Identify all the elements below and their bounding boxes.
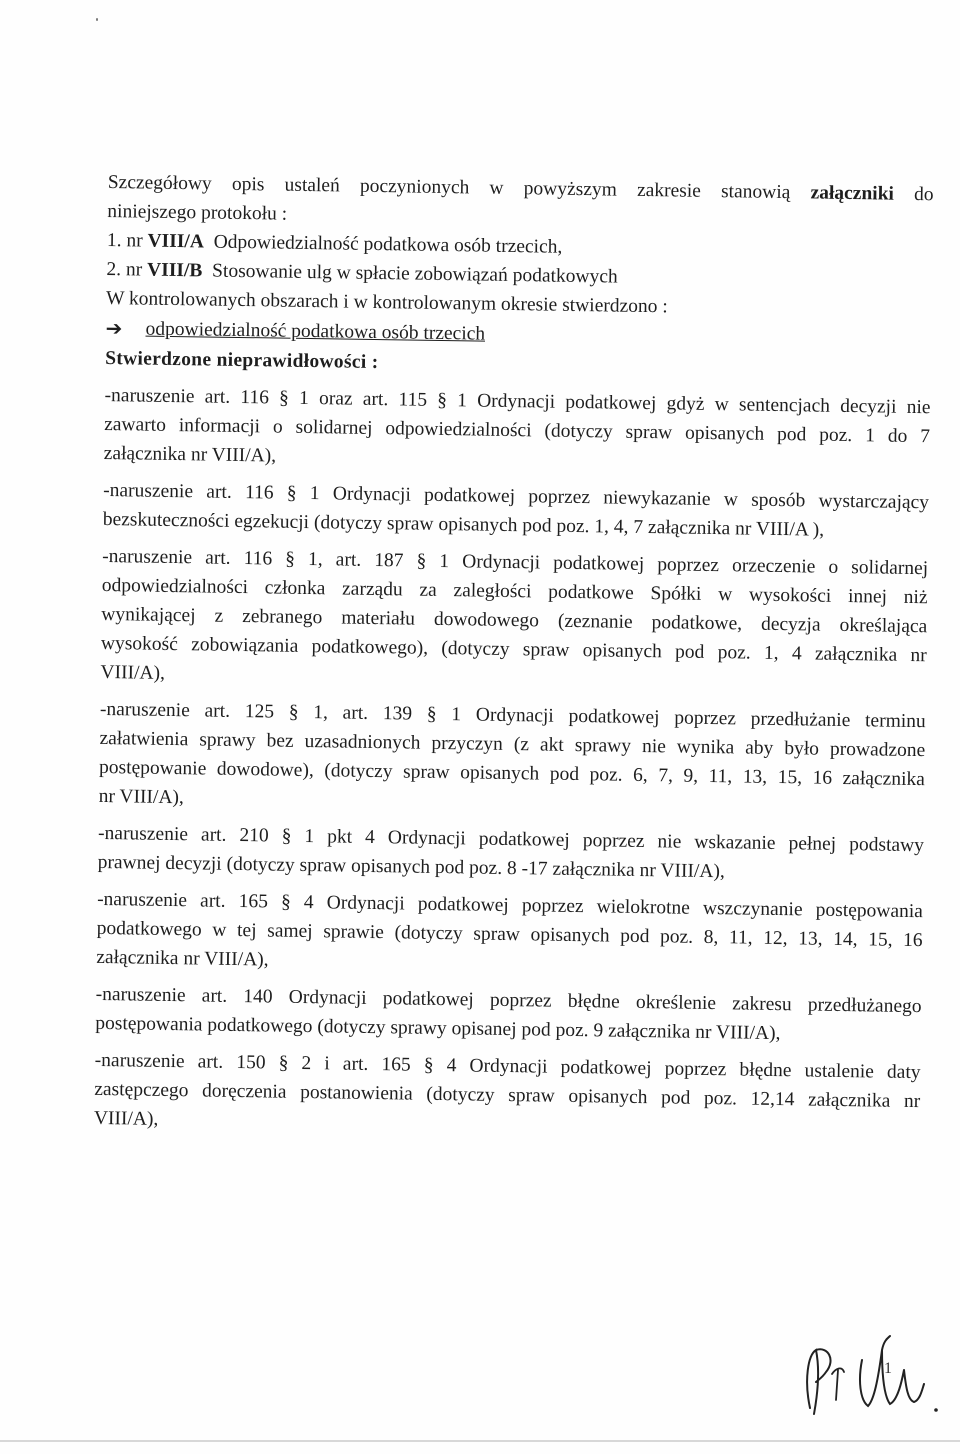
intro-word: powyższym (523, 178, 618, 201)
intro-line-2: niniejszego protokołu : (107, 200, 288, 225)
findings-heading: Stwierdzone nieprawidłowości : (105, 347, 379, 374)
intro-word: ustaleń (284, 174, 340, 197)
finding-line: VIII/A), (100, 661, 166, 684)
finding-line: wysokość zobowiązania podatkowego), (dotyczy spraw opisanych pod poz. 1, 4 załącznika nr (100, 632, 927, 667)
finding-item (94, 1046, 921, 1145)
finding-item (103, 476, 930, 546)
finding-line: załatwienia sprawy bez uzasadnionych przyczyn (z akt sprawy nie wynika aby było prowadzone (99, 727, 926, 762)
attachment-code: VIII/B (146, 259, 203, 282)
attachments-bold-word: załączniki (810, 182, 895, 205)
finding-line: -naruszenie art. 150 § 2 i art. 165 § 4 Ordynacji podatkowej poprzez błędne ustalenie daty (94, 1049, 921, 1084)
attachment-title: Odpowiedzialność podatkowa osób trzecich, (213, 231, 563, 258)
finding-line: bezskuteczności egzekucji (dotyczy spraw opisanych pod poz. 1, 4, 7 załącznika nr VIII/A ), (102, 508, 825, 541)
finding-line: wynikającej z zebranego materiału dowodowego (zeznanie podatkowe, decyzja określająca (101, 603, 928, 638)
scan-speck (96, 18, 98, 21)
finding-item (97, 819, 924, 889)
attachment-title: Stosowanie ulg w spłacie zobowiązań podatkowych (211, 260, 618, 288)
handwritten-signature (798, 1330, 948, 1420)
finding-item (98, 695, 926, 823)
attachment-code: VIII/A (147, 230, 205, 253)
attachment-number: 2. nr (106, 258, 143, 281)
finding-line: nr VIII/A), (98, 785, 185, 809)
page-number: 1 (884, 1360, 892, 1377)
intro-word: Szczegółowy (107, 171, 212, 195)
finding-line: podatkowego w tej samej sprawie (dotyczy spraw opisanych pod poz. 8, 11, 12, 13, 14, 15, 16 (96, 917, 923, 952)
section-title: odpowiedzialność podatkowa osób trzecich (145, 318, 486, 345)
page-bottom-edge (0, 1440, 960, 1442)
finding-line: załącznika nr VIII/A), (103, 442, 277, 467)
finding-line: postępowanie dowodowe), (dotyczy spraw opisanych pod poz. 6, 7, 9, 11, 13, 15, 16 załącznika (98, 756, 926, 791)
intro-word: w (489, 177, 504, 199)
finding-line: postępowania podatkowego (dotyczy sprawy opisanej pod poz. 9 załącznika nr VIII/A), (95, 1012, 781, 1045)
finding-line: -naruszenie art. 116 § 1, art. 187 § 1 Ordynacji podatkowej poprzez orzeczenie o solidarnej (102, 545, 929, 580)
finding-line: -naruszenie art. 165 § 4 Ordynacji podatkowej poprzez wielokrotne wszczynanie postępowania (96, 888, 924, 923)
finding-item (95, 980, 922, 1050)
finding-line: VIII/A), (93, 1107, 159, 1130)
findings-list (94, 381, 931, 1145)
finding-line: -naruszenie art. 125 § 1, art. 139 § 1 Ordynacji podatkowej poprzez przedłużanie terminu (99, 698, 926, 733)
arrow-right-icon: ➔ (105, 315, 123, 341)
finding-line: -naruszenie art. 210 § 1 pkt 4 Ordynacji podatkowej poprzez nie wskazanie pełnej podstawy (97, 822, 925, 857)
intro-word: stanowią (720, 181, 791, 204)
intro-word: zakresie (636, 179, 702, 202)
finding-line: odpowiedzialności członka zarządu za zaległości podatkowe Spółki w wysokości innej niż (101, 574, 928, 609)
scope-line: W kontrolowanych obszarach i w kontrolowanym okresie stwierdzono : (105, 287, 668, 318)
finding-item (100, 542, 928, 699)
finding-line: -naruszenie art. 116 § 1 Ordynacji podatkowej poprzez niewykazanie w sposób wystarczający (103, 479, 930, 514)
finding-line: załącznika nr VIII/A), (96, 946, 269, 971)
finding-line: zawarto informacji o solidarnej odpowiedzialności (dotyczy spraw opisanych pod poz. 1 do 7 (104, 413, 931, 448)
protocol-body (94, 168, 934, 1145)
intro-word: do (913, 183, 934, 206)
finding-item (96, 885, 923, 984)
finding-line: -naruszenie art. 140 Ordynacji podatkowej poprzez błędne określenie zakresu przedłużanego (95, 983, 922, 1018)
intro-word: poczynionych (359, 175, 470, 199)
finding-line: prawnej decyzji (dotyczy spraw opisanych pod poz. 8 -17 załącznika nr VIII/A), (97, 851, 725, 883)
attachment-number: 1. nr (106, 229, 143, 252)
finding-line: zastępczego doręczenia postanowienia (dotyczy spraw opisanych pod poz. 12,14 załącznika nr (94, 1078, 921, 1113)
finding-line: -naruszenie art. 116 § 1 oraz art. 115 § 1 Ordynacji podatkowej gdyż w sentencjach decyzji nie (104, 384, 931, 419)
finding-item (104, 381, 931, 480)
intro-word: opis (231, 173, 265, 196)
